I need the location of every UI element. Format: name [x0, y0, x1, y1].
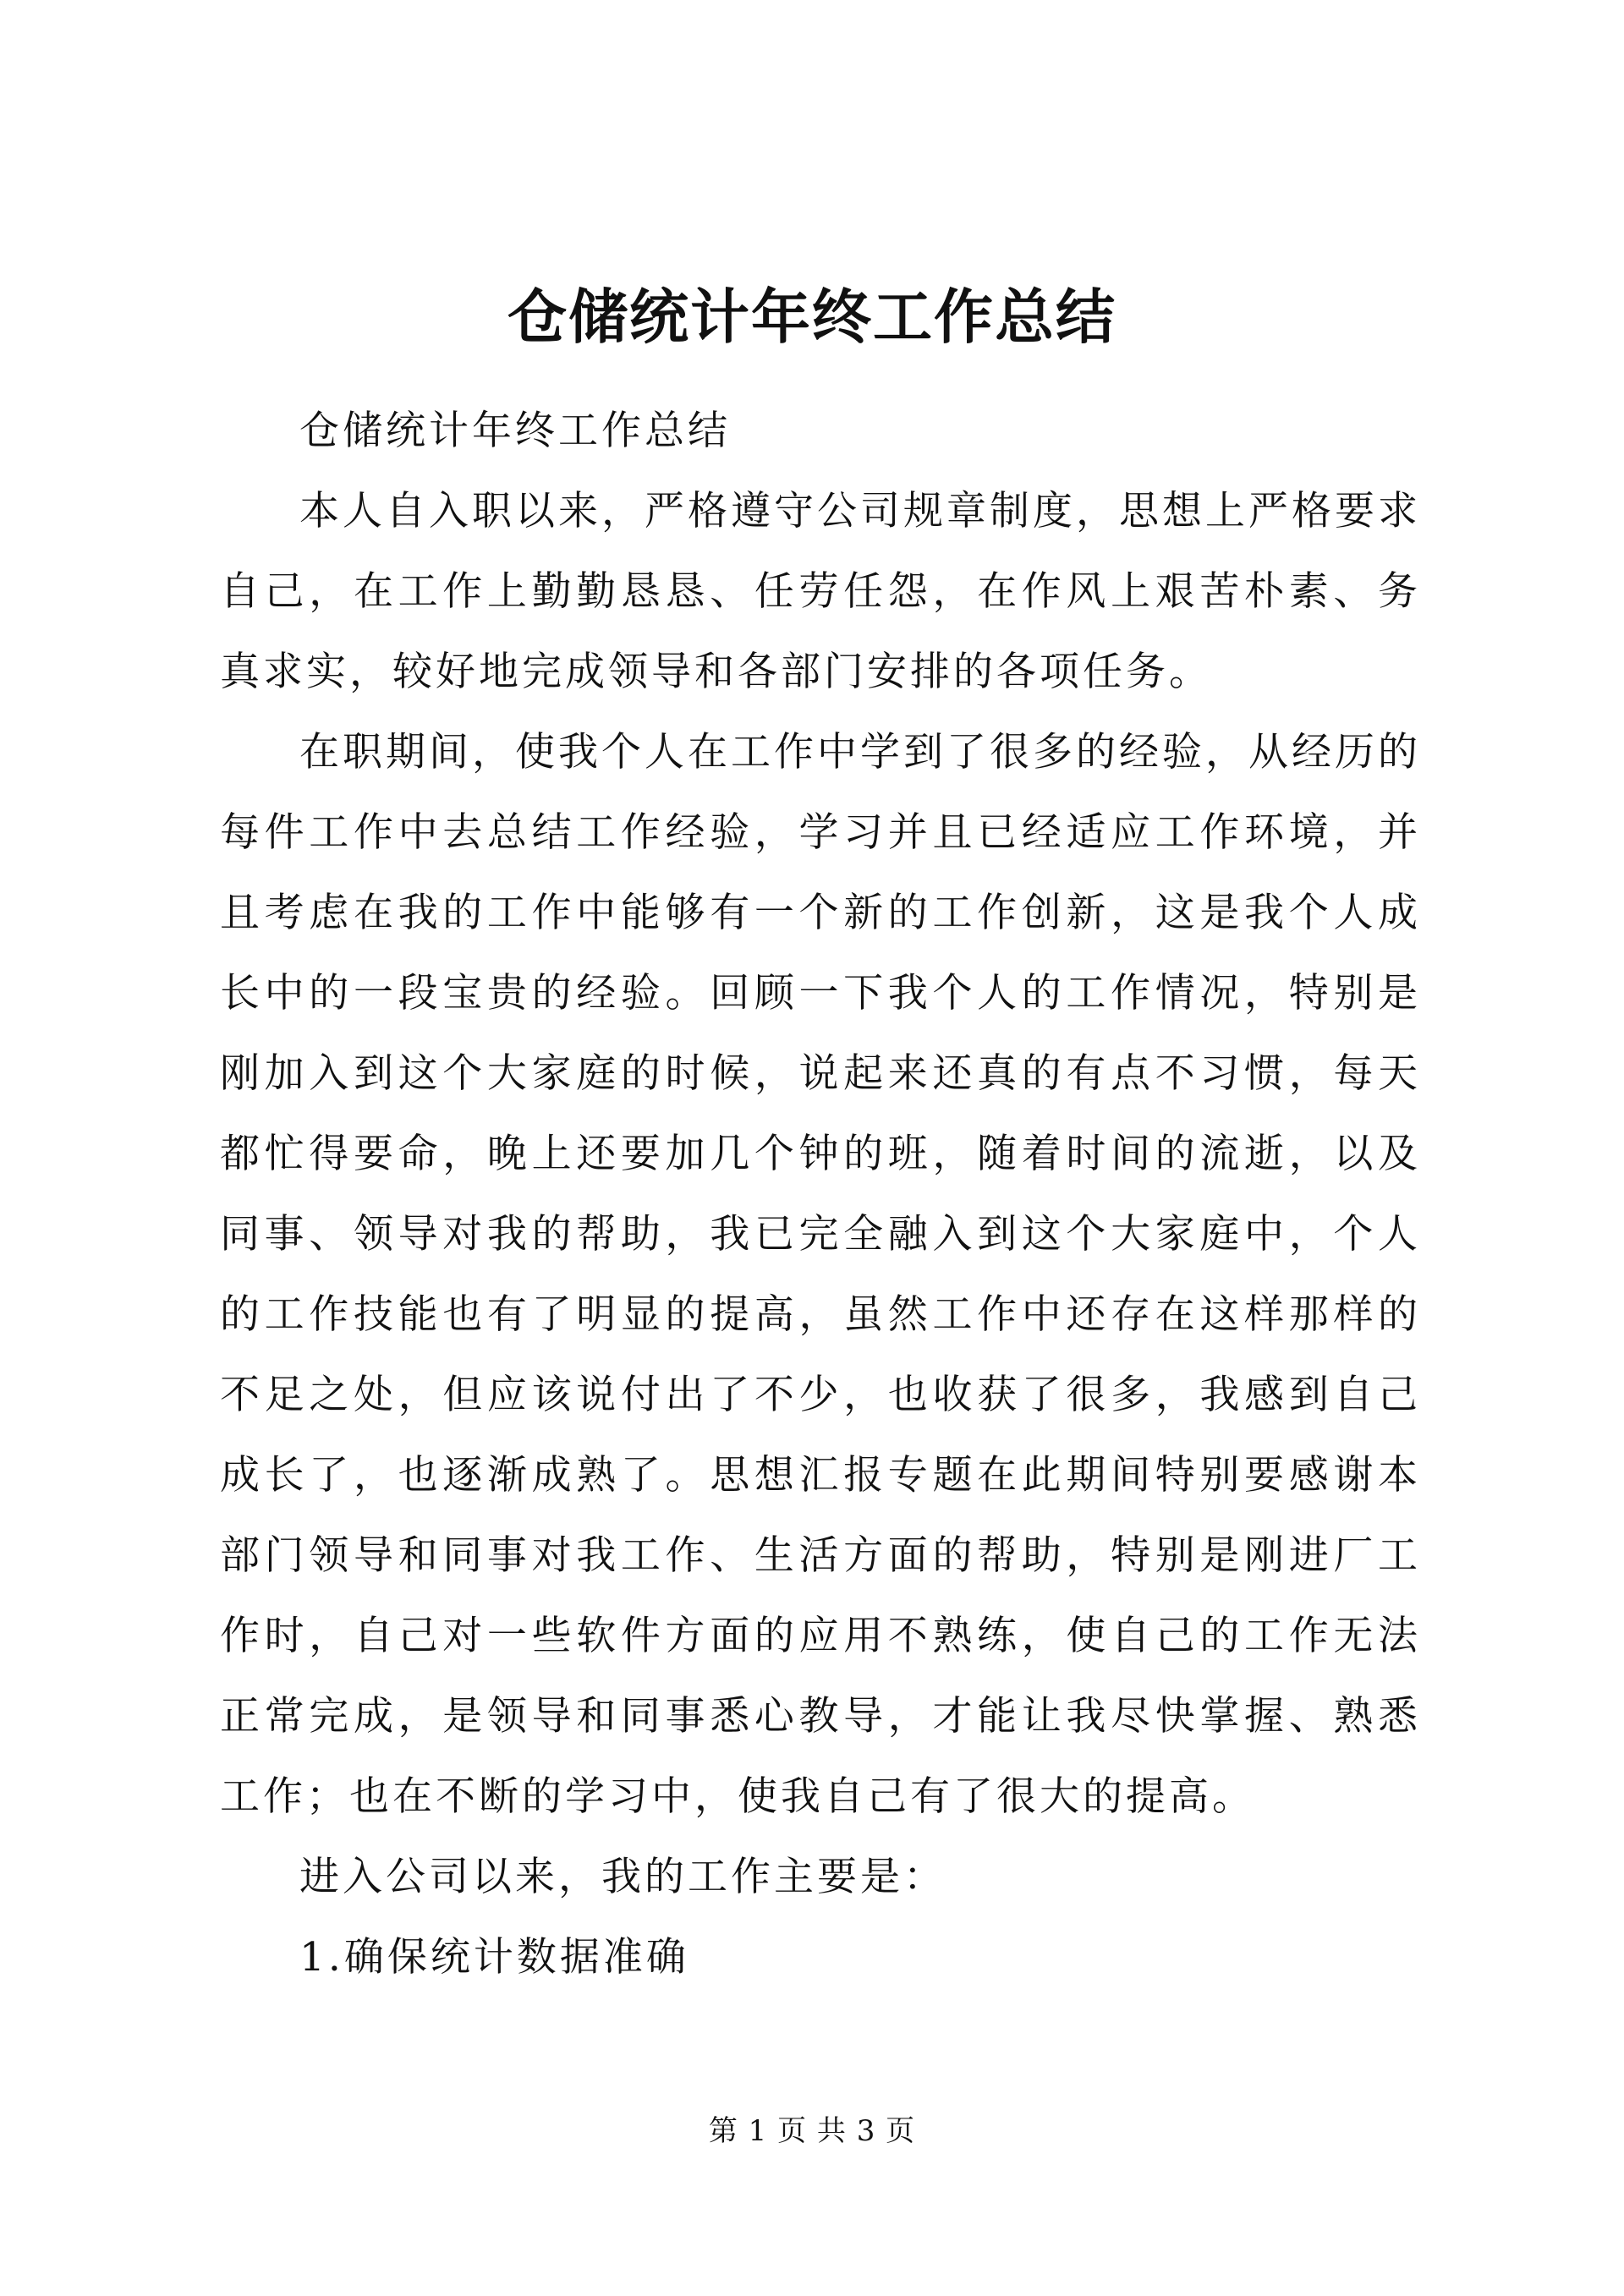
page-number-footer: 第 1 页 共 3 页 — [708, 2114, 916, 2148]
paragraph-subtitle: 仓储统计年终工作总结 — [299, 408, 731, 454]
document-body — [220, 391, 1421, 1997]
paragraph-intro: 本人自入职以来，严格遵守公司规章制度，思想上严格要求自己，在工作上勤勤恳恳、任劳任怨，在作风上艰苦朴素、务真求实，较好地完成领导和各部门安排的各项任务。 — [220, 488, 1421, 695]
paragraph-main-work: 进入公司以来，我的工作主要是： — [299, 1854, 946, 1900]
document-title: 仓储统计年终工作总结 — [508, 282, 1116, 352]
paragraph-experience: 在职期间，使我个人在工作中学到了很多的经验，从经历的每件工作中去总结工作经验，学习并且已经适应工作环境，并且考虑在我的工作中能够有一个新的工作创新，这是我个人成长中的一段宝贵的经验。回顾一下我个人的工作情况，特别是刚加入到这个大家庭的时候，说起来还真的有点不习惯，每天都忙得要命，晚上还要加几个钟的班，随着时间的流逝，以及同事、领导对我的帮助，我已完全融入到这个大家庭中，个人的工作技能也有了明显的提高，虽然工作中还存在这样那样的不足之处，但应该说付出了不少，也收获了很多，我感到自己成长了，也逐渐成熟了。思想汇报专题在此期间特别要感谢本部门领导和同事对我工作、生活方面的帮助，特别是刚进厂工作时，自己对一些软件方面的应用不熟练，使自己的工作无法正常完成，是领导和同事悉心教导，才能让我尽快掌握、熟悉工作；也在不断的学习中，使我自己有了很大的提高。 — [220, 729, 1421, 1820]
paragraph-item-1: 1.确保统计数据准确 — [299, 1934, 689, 1981]
